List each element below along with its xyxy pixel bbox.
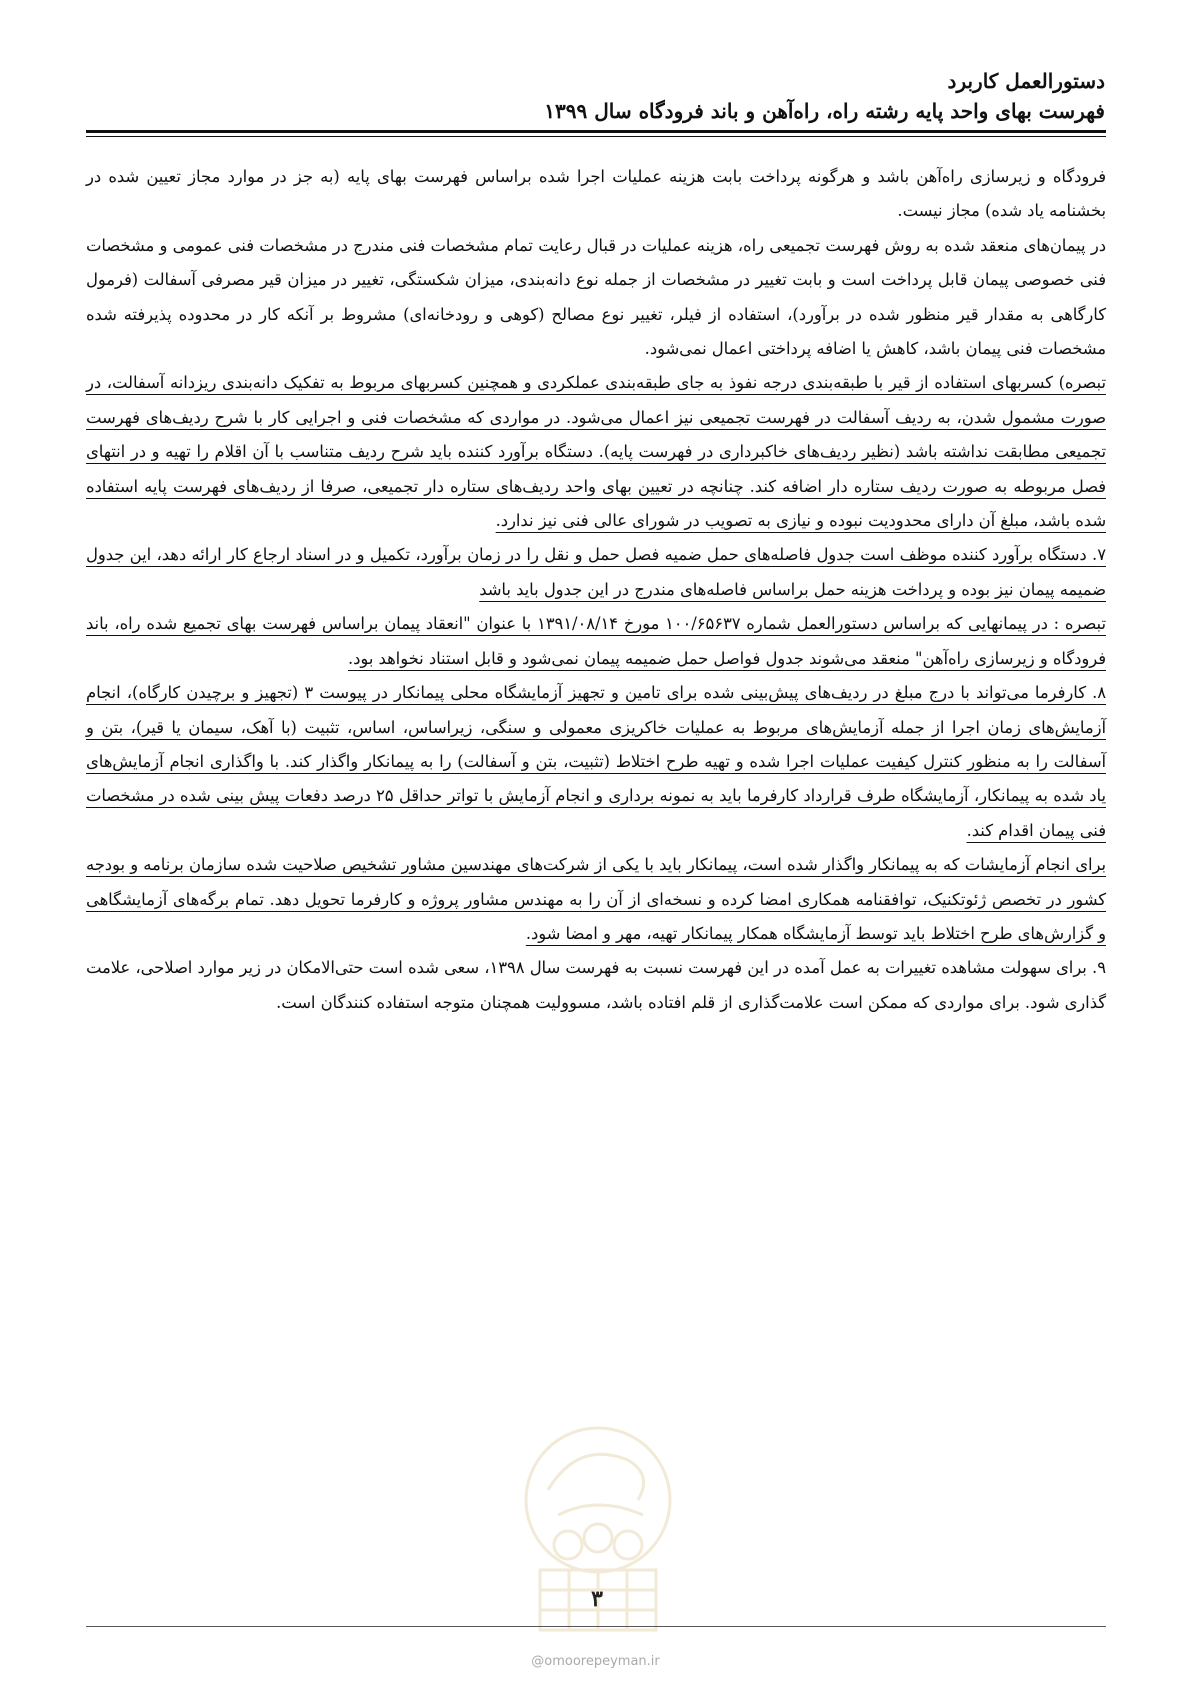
page-number: ۳ (591, 1586, 603, 1612)
paragraph-2: در پیمان‌های منعقد شده به روش فهرست تجمیعی راه، هزینه عملیات در قبال رعایت تمام مشخصات فنی مندرج در مشخصات فنی عمومی و مشخصات فنی خصوصی پیمان قابل پرداخت است و بابت تغییر در مشخصات از جمله نوع دانه‌بندی، میزان شکستگی، تغییر در میزان قیر مصرفی آسفالت (فرمول کارگاهی به مقدار قیر منظور شده در برآورد)، استفاده از فیلر، تغییر نوع مصالح (کوهی و رودخانه‌ای) مشروط بر آنکه کار در محدوده پذیرفته شده مشخصات فنی پیمان باشد، کاهش یا اضافه پرداختی اعمال نمی‌شود. (86, 235, 1106, 359)
footer-rule (86, 1626, 1106, 1627)
paragraph-item-9: ۹. برای سهولت مشاهده تغییرات به عمل آمده در این فهرست نسبت به فهرست سال ۱۳۹۸، سعی شده است حتی‌الامکان در زیر موارد اصلاحی، علامت گذاری شود. برای مواردی که ممکن است علامت‌گذاری از قلم افتاده باشد، مسوولیت همچنان متوجه استفاده کنندگان است. (86, 958, 1106, 1012)
header-subtitle: فهرست بهای واحد پایه رشته راه، راه‌آهن و باند فرودگاه سال ۱۳۹۹ (544, 99, 1105, 123)
paragraph-8-continued: برای انجام آزمایشات که به پیمانکار واگذار شده است، پیمانکار باید با یکی از شرکت‌های مهندسین مشاور تشخیص صلاحیت شده سازمان برنامه و بودجه کشور در تخصص ژئوتکنیک، توافقنامه همکاری امضا کرده و نسخه‌ای از آن را به مهندس مشاور پروژه و کارفرما تحویل دهد. تمام برگه‌های آزمایشگاهی و گزارش‌های طرح اختلاط باید توسط آزمایشگاه همکار پیمانکار تهیه، مهر و امضا شود. (86, 855, 1106, 943)
paragraph-item-8: ۸. کارفرما می‌تواند با درج مبلغ در ردیف‌های پیش‌بینی شده برای تامین و تجهیز آزمایشگاه محلی پیمانکار در پیوست ۳ (تجهیز و برچیدن کارگاه)، انجام آزمایش‌های زمان اجرا از جمله آزمایش‌های مربوط به عملیات خاکریزی معمولی و سنگی، زیراساس، اساس، تثبیت (با آهک، سیمان یا قیر)، بتن و آسفالت را به منظور کنترل کیفیت عملیات اجرا شده و تهیه طرح اختلاط (تثبیت، بتن و آسفالت) را به پیمانکار واگذار کند. با واگذاری انجام آزمایش‌های یاد شده به پیمانکار، آزمایشگاه طرف قرارداد کارفرما باید به نمونه برداری و انجام آزمایش با تواتر حداقل ۲۵ درصد دفعات پیش بینی شده در مشخصات فنی پیمان اقدام کند. (86, 683, 1107, 840)
paragraph-1: فرودگاه و زیرسازی راه‌آهن باشد و هرگونه پرداخت بابت هزینه عملیات اجرا شده براساس فهرست بهای پایه (به جز در موارد مجاز تعیین شده در بخشنامه یاد شده) مجاز نیست. (86, 167, 1106, 221)
paragraph-7-note: تبصره : در پیمانهایی که براساس دستورالعمل شماره ۱۰۰/۶۵۶۳۷ مورخ ۱۳۹۱/۰۸/۱۴ با عنوان "انعقاد پیمان براساس فهرست بهای تجمیع شده راه، باند فرودگاه و زیرسازی راه‌آهن" منعقد می‌شوند جدول فواصل حمل ضمیمه پیمان نمی‌شود و قابل استناد نخواهد بود. (86, 614, 1106, 668)
header-title: دستورالعمل کاربرد (947, 69, 1105, 93)
header-rule-thick (86, 130, 1106, 133)
website-watermark: @omoorepeyman.ir (531, 1654, 660, 1669)
document-body (86, 160, 1106, 1020)
paragraph-item-7: ۷. دستگاه برآورد کننده موظف است جدول فاصله‌های حمل ضمیه فصل حمل و نقل را در زمان برآورد، تکمیل و در اسناد ارجاع کار ارائه دهد، این جدول ضمیمه پیمان نیز بوده و پرداخت هزینه حمل براساس فاصله‌های مندرج در این جدول باید باشد (86, 545, 1106, 599)
paragraph-3-note: تبصره) کسربهای استفاده از قیر با طبقه‌بندی درجه نفوذ به جای طبقه‌بندی عملکردی و همچنین کسربهای مربوط به تفکیک دانه‌بندی ریزدانه آسفالت، در صورت مشمول شدن، به ردیف آسفالت در فهرست تجمیعی نیز اعمال می‌شود. در مواردی که مشخصات فنی و اجرایی کار با شرح ردیف‌های فهرست تجمیعی مطابقت نداشته باشد (نظیر ردیف‌های خاکبرداری در فهرست پایه). دستگاه برآورد کننده باید شرح ردیف متناسب با آن اقلام را تهیه و در انتهای فصل مربوطه به صورت ردیف ستاره دار اضافه کند. چنانچه در تعیین بهای واحد ردیف‌های ستاره دار تجمیعی، صرفا از ردیف‌های فهرست پایه استفاده شده باشد، مبلغ آن دارای محدودیت نبوده و نیازی به تصویب در شورای عالی فنی نیز ندارد. (86, 373, 1106, 531)
omoorepeyman-logo-watermark (518, 1420, 678, 1650)
header-rule-thin (86, 136, 1106, 137)
page-header (85, 66, 1105, 126)
